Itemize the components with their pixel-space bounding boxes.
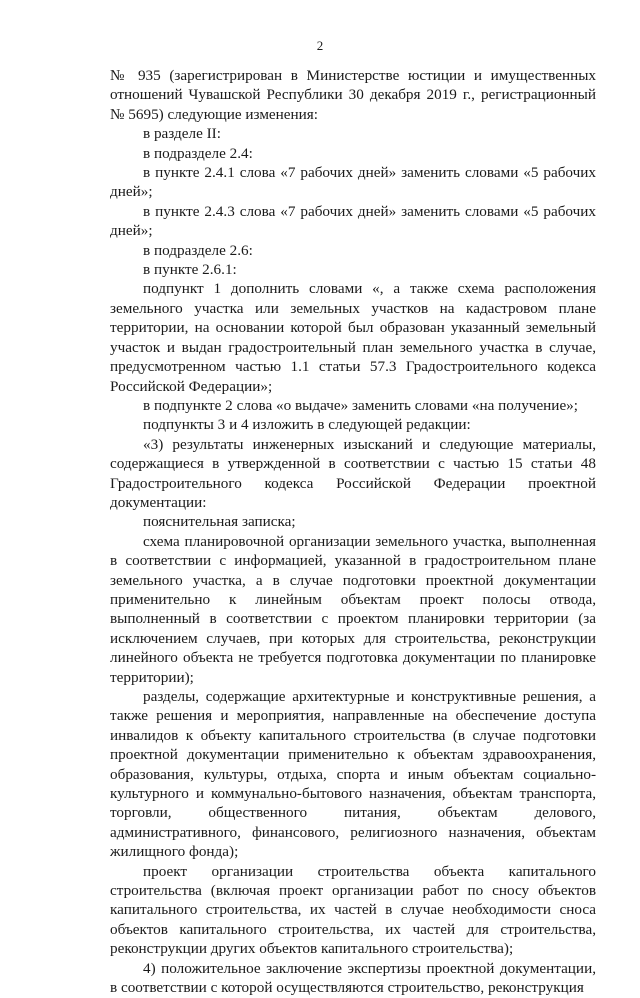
paragraph: подпункт 1 дополнить словами «, а также схема расположения земельного участка или земельных участков на кадастровом плане территории, на основании которой был образован указанный земельный участок и выдан градостроительный план земельного участка в случае, предусмотренном частью 1.1 статьи 57.3 Градостроительного кодекса Российской Федерации»;: [110, 280, 596, 395]
paragraph: схема планировочной организации земельного участка, выполненная в соответствии с информацией, указанной в градостроительном плане земельного участка, а в случае подготовки проектной документации применительно к линейным объектам проект полосы отвода, выполненный в соответствии с проектом планировки территории (за исключением случаев, при которых для строительства, реконструкции линейного объекта не требуется подготовка документации по планировке территории);: [110, 532, 596, 686]
paragraph: № 935 (зарегистрирован в Министерстве юстиции и имущественных отношений Чувашской Республики 30 декабря 2019 г., регистрационный № 5695) следующие изменения:: [110, 67, 596, 123]
paragraph: 4) положительное заключение экспертизы проектной документации, в соответствии с которой осуществляются строительство, реконструкция: [110, 959, 596, 997]
page-number: 2: [316, 38, 324, 53]
paragraph: подпункты 3 и 4 изложить в следующей редакции:: [143, 416, 471, 434]
paragraph: в подразделе 2.6:: [143, 241, 253, 259]
paragraph: пояснительная записка;: [143, 513, 296, 531]
paragraph: в разделе II:: [143, 125, 221, 143]
paragraph: в пункте 2.6.1:: [143, 261, 237, 279]
paragraph: разделы, содержащие архитектурные и конструктивные решения, а также решения и мероприятия, направленные на обеспечение доступа инвалидов к объекту капитального строительства (в случае подготовки проектной документации применительно к объектам здравоохранения, образования, культуры, отдыха, спорта и иным объектам социально-культурного и коммунально-бытового назначения, объектам транспорта, торговли, общественного питания, объектам делового, административного, финансового, религиозного назначения, объектам жилищного фонда);: [110, 688, 596, 861]
paragraph: «3) результаты инженерных изысканий и следующие материалы, содержащиеся в утвержденной в соответствии с частью 15 статьи 48 Градостроительного кодекса Российской Федерации проектной документации:: [110, 435, 596, 511]
paragraph: в пункте 2.4.1 слова «7 рабочих дней» заменить словами «5 рабочих дней»;: [110, 164, 596, 201]
paragraph: в подразделе 2.4:: [143, 144, 253, 162]
document-body: [110, 66, 596, 998]
paragraph: в пункте 2.4.3 слова «7 рабочих дней» заменить словами «5 рабочих дней»;: [110, 202, 596, 240]
paragraph: в подпункте 2 слова «о выдаче» заменить словами «на получение»;: [143, 396, 578, 414]
paragraph: проект организации строительства объекта капитального строительства (включая проект организации работ по сносу объектов капитального строительства, их частей в случае необходимости сноса объектов капитального строительства, их частей для строительства, реконструкции других объектов капитального строительства);: [110, 862, 596, 958]
